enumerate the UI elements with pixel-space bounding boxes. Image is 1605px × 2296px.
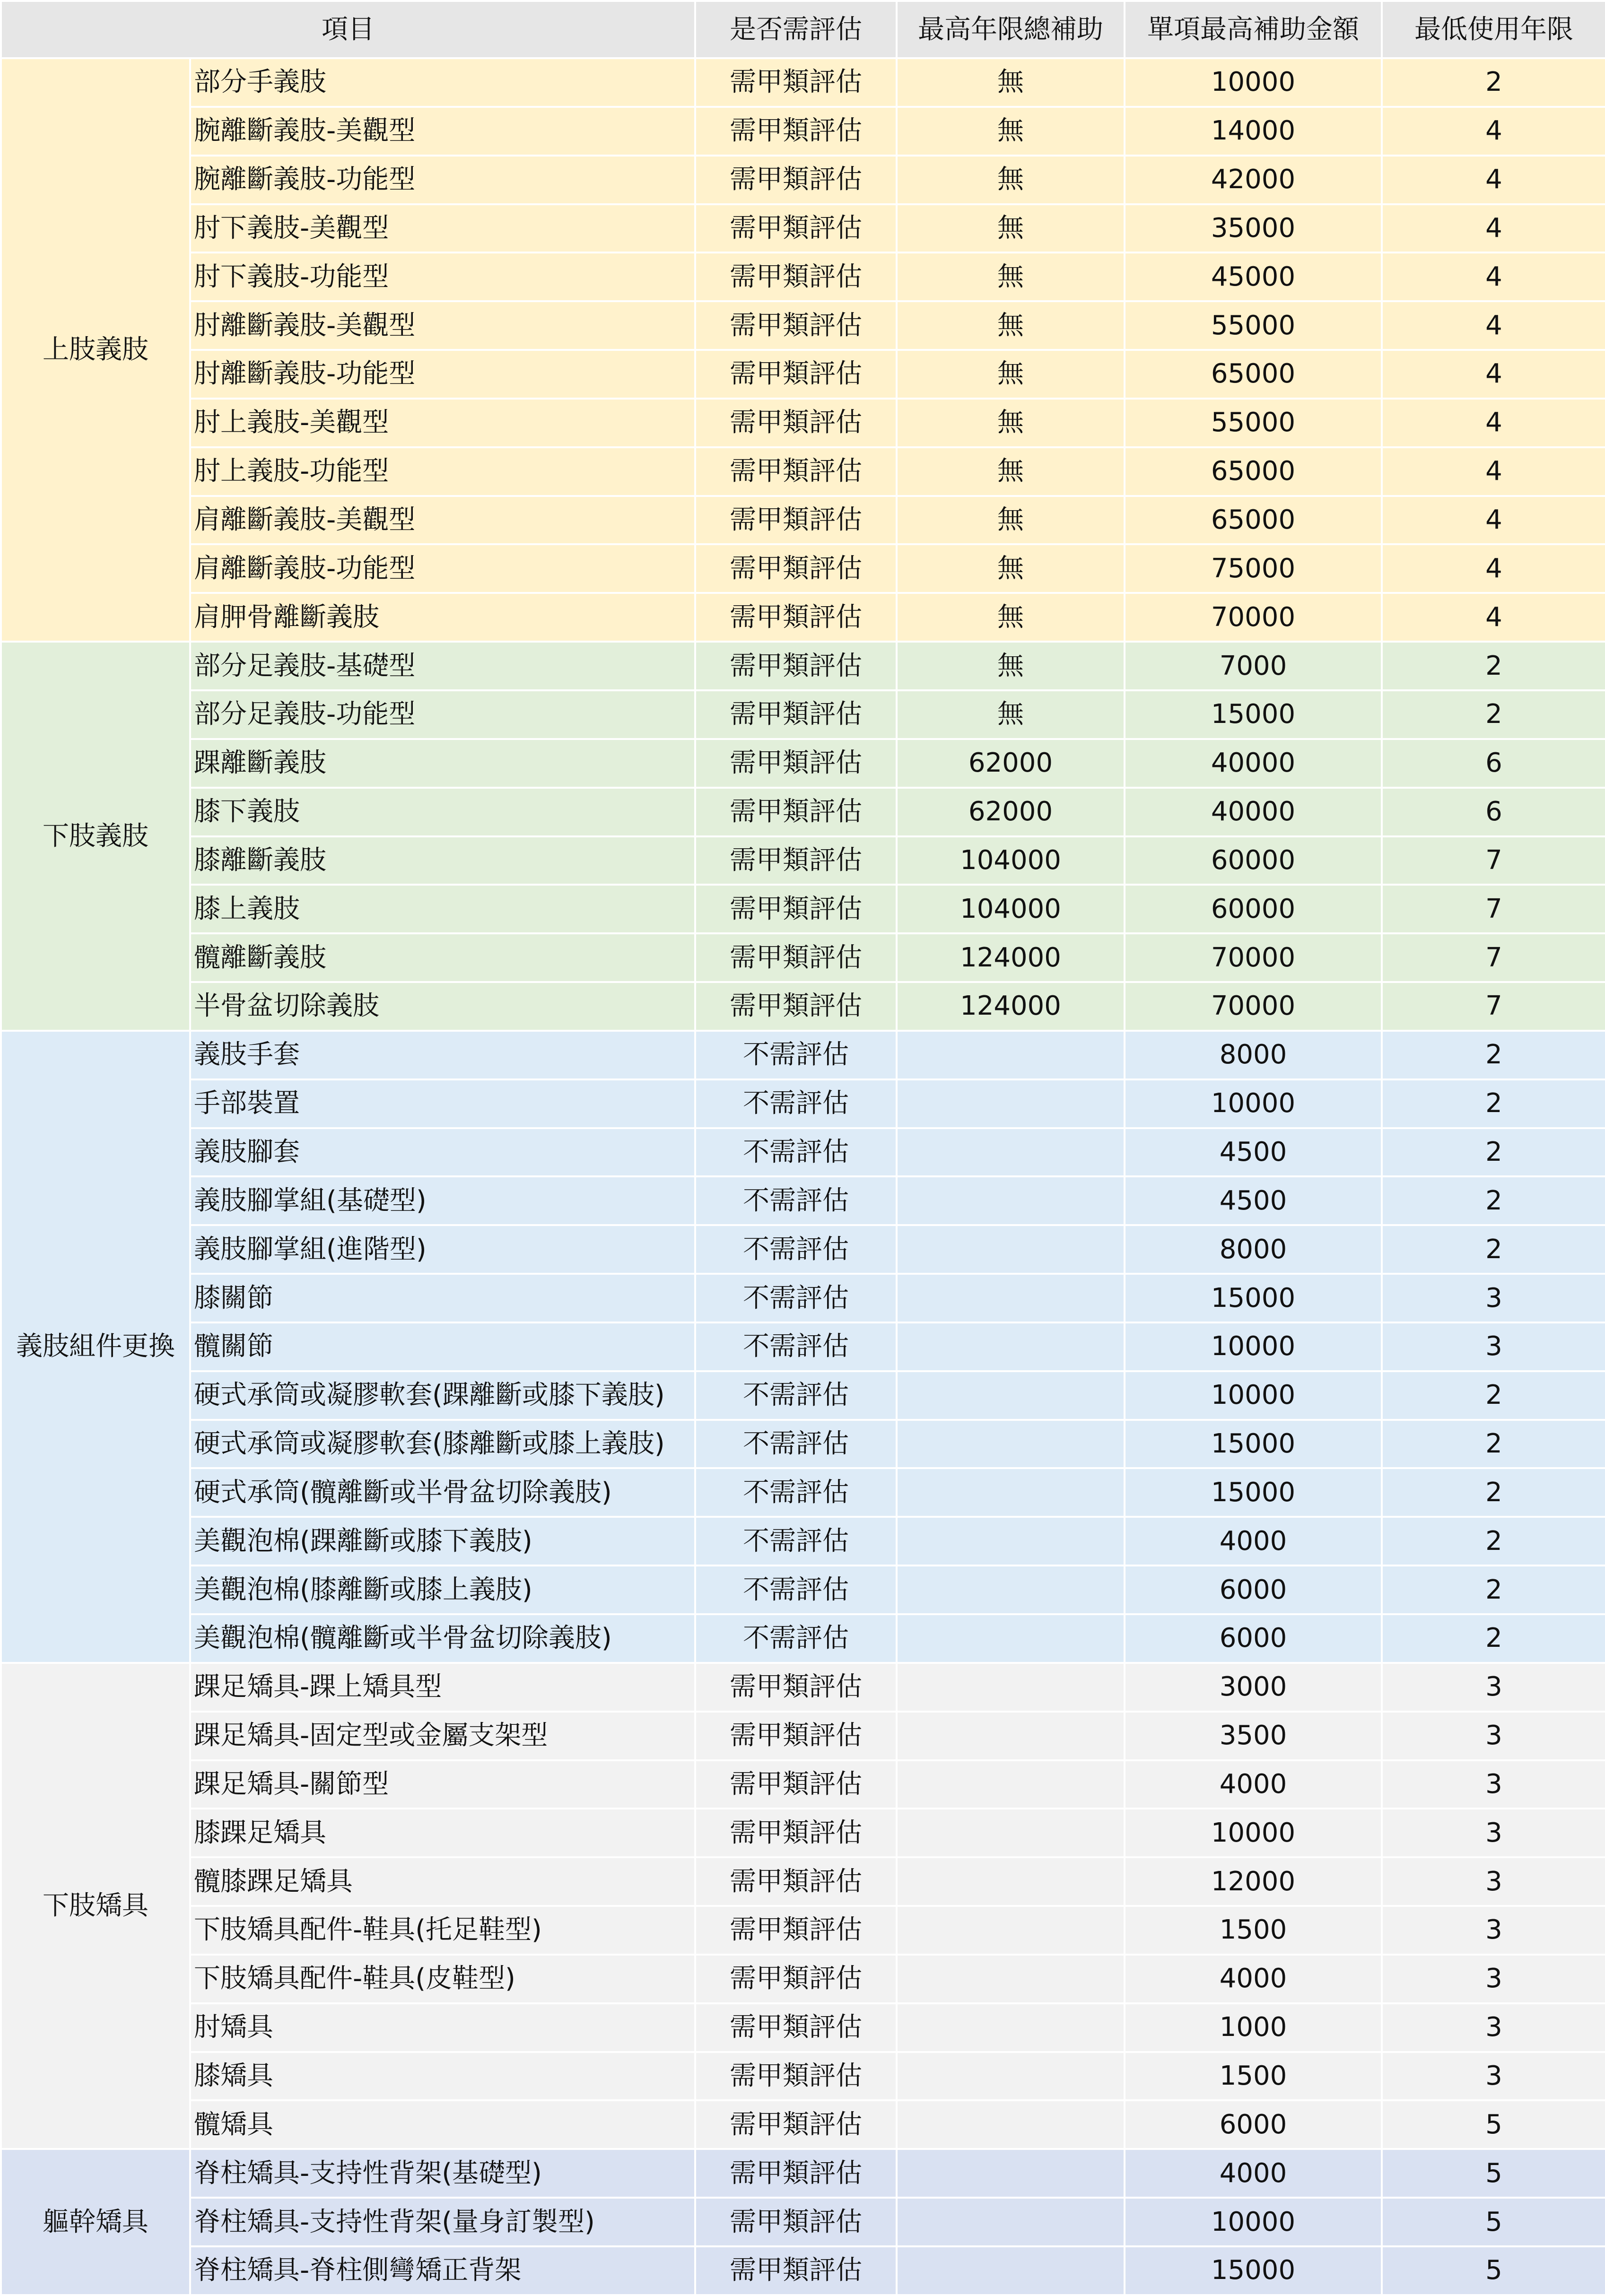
table-row: [1, 1955, 1605, 2003]
table-row: [1, 933, 1605, 982]
assessment-cell: 不需評估: [695, 1420, 897, 1469]
total-subsidy-cell: 無: [897, 447, 1125, 496]
category-cell: 上肢義肢: [1, 58, 190, 642]
max-amount-cell: 1500: [1125, 1906, 1382, 1955]
max-amount-cell: 8000: [1125, 1225, 1382, 1274]
max-amount-cell: 70000: [1125, 982, 1382, 1031]
item-cell: 部分手義肢: [190, 58, 695, 107]
total-subsidy-cell: [897, 1468, 1125, 1517]
total-subsidy-cell: [897, 1712, 1125, 1760]
table-row: [1, 690, 1605, 739]
header-assessment: 是否需評估: [695, 1, 897, 58]
table-row: [1, 204, 1605, 253]
item-cell: 髖膝踝足矯具: [190, 1857, 695, 1906]
total-subsidy-cell: [897, 2100, 1125, 2149]
max-amount-cell: 42000: [1125, 156, 1382, 204]
min-years-cell: 2: [1382, 1031, 1605, 1079]
assessment-cell: 需甲類評估: [695, 350, 897, 399]
table-row: [1, 1614, 1605, 1663]
item-cell: 硬式承筒或凝膠軟套(膝離斷或膝上義肢): [190, 1420, 695, 1469]
min-years-cell: 2: [1382, 1517, 1605, 1565]
max-amount-cell: 65000: [1125, 350, 1382, 399]
total-subsidy-cell: 無: [897, 107, 1125, 156]
assessment-cell: 需甲類評估: [695, 2198, 897, 2246]
min-years-cell: 2: [1382, 1614, 1605, 1663]
table-row: [1, 642, 1605, 690]
total-subsidy-cell: [897, 1420, 1125, 1469]
total-subsidy-cell: [897, 2198, 1125, 2246]
min-years-cell: 2: [1382, 1079, 1605, 1128]
total-subsidy-cell: [897, 1663, 1125, 1712]
item-cell: 肘上義肢-功能型: [190, 447, 695, 496]
table-row: [1, 885, 1605, 933]
table-row: [1, 2052, 1605, 2101]
total-subsidy-cell: [897, 2003, 1125, 2052]
total-subsidy-cell: 無: [897, 642, 1125, 690]
item-cell: 肘離斷義肢-功能型: [190, 350, 695, 399]
table-row: [1, 1128, 1605, 1177]
min-years-cell: 4: [1382, 496, 1605, 545]
max-amount-cell: 15000: [1125, 1420, 1382, 1469]
item-cell: 義肢腳掌組(進階型): [190, 1225, 695, 1274]
total-subsidy-cell: [897, 1079, 1125, 1128]
item-cell: 美觀泡棉(膝離斷或膝上義肢): [190, 1565, 695, 1614]
max-amount-cell: 40000: [1125, 788, 1382, 836]
total-subsidy-cell: 124000: [897, 933, 1125, 982]
item-cell: 脊柱矯具-支持性背架(基礎型): [190, 2149, 695, 2198]
max-amount-cell: 6000: [1125, 1614, 1382, 1663]
assessment-cell: 需甲類評估: [695, 885, 897, 933]
table-row: [1, 2198, 1605, 2246]
min-years-cell: 2: [1382, 642, 1605, 690]
max-amount-cell: 45000: [1125, 252, 1382, 301]
table-row: [1, 1809, 1605, 1857]
item-cell: 下肢矯具配件-鞋具(皮鞋型): [190, 1955, 695, 2003]
total-subsidy-cell: 無: [897, 204, 1125, 253]
total-subsidy-cell: [897, 1274, 1125, 1322]
header-row: [1, 1, 1605, 58]
category-cell: 下肢矯具: [1, 1663, 190, 2149]
total-subsidy-cell: 62000: [897, 739, 1125, 788]
min-years-cell: 3: [1382, 1809, 1605, 1857]
max-amount-cell: 8000: [1125, 1031, 1382, 1079]
assessment-cell: 需甲類評估: [695, 1809, 897, 1857]
assessment-cell: 不需評估: [695, 1079, 897, 1128]
min-years-cell: 2: [1382, 1225, 1605, 1274]
min-years-cell: 4: [1382, 301, 1605, 350]
table-row: [1, 1371, 1605, 1420]
item-cell: 膝踝足矯具: [190, 1809, 695, 1857]
max-amount-cell: 3500: [1125, 1712, 1382, 1760]
min-years-cell: 5: [1382, 2246, 1605, 2295]
item-cell: 肘矯具: [190, 2003, 695, 2052]
max-amount-cell: 4000: [1125, 2149, 1382, 2198]
total-subsidy-cell: [897, 1517, 1125, 1565]
max-amount-cell: 55000: [1125, 301, 1382, 350]
item-cell: 膝關節: [190, 1274, 695, 1322]
assessment-cell: 需甲類評估: [695, 836, 897, 885]
table-row: [1, 2149, 1605, 2198]
total-subsidy-cell: [897, 2149, 1125, 2198]
item-cell: 手部裝置: [190, 1079, 695, 1128]
min-years-cell: 3: [1382, 2003, 1605, 2052]
table-row: [1, 788, 1605, 836]
table-row: [1, 496, 1605, 545]
min-years-cell: 3: [1382, 1955, 1605, 2003]
max-amount-cell: 7000: [1125, 642, 1382, 690]
max-amount-cell: 15000: [1125, 1274, 1382, 1322]
total-subsidy-cell: [897, 1176, 1125, 1225]
min-years-cell: 2: [1382, 1565, 1605, 1614]
assessment-cell: 需甲類評估: [695, 1663, 897, 1712]
assessment-cell: 需甲類評估: [695, 2100, 897, 2149]
item-cell: 肘下義肢-美觀型: [190, 204, 695, 253]
item-cell: 脊柱矯具-支持性背架(量身訂製型): [190, 2198, 695, 2246]
min-years-cell: 4: [1382, 204, 1605, 253]
min-years-cell: 4: [1382, 156, 1605, 204]
assessment-cell: 不需評估: [695, 1371, 897, 1420]
item-cell: 肘下義肢-功能型: [190, 252, 695, 301]
item-cell: 踝足矯具-固定型或金屬支架型: [190, 1712, 695, 1760]
min-years-cell: 4: [1382, 593, 1605, 642]
table-row: [1, 1225, 1605, 1274]
table-row: [1, 1857, 1605, 1906]
item-cell: 義肢腳掌組(基礎型): [190, 1176, 695, 1225]
total-subsidy-cell: [897, 1031, 1125, 1079]
max-amount-cell: 55000: [1125, 399, 1382, 447]
assessment-cell: 需甲類評估: [695, 933, 897, 982]
header-total-subsidy: 最高年限總補助: [897, 1, 1125, 58]
item-cell: 半骨盆切除義肢: [190, 982, 695, 1031]
table-header: [1, 1, 1605, 58]
total-subsidy-cell: 無: [897, 544, 1125, 593]
header-min-years: 最低使用年限: [1382, 1, 1605, 58]
item-cell: 髖關節: [190, 1322, 695, 1371]
assessment-cell: 需甲類評估: [695, 593, 897, 642]
assessment-cell: 不需評估: [695, 1176, 897, 1225]
total-subsidy-cell: 124000: [897, 982, 1125, 1031]
total-subsidy-cell: 104000: [897, 885, 1125, 933]
table-row: [1, 836, 1605, 885]
item-cell: 美觀泡棉(踝離斷或膝下義肢): [190, 1517, 695, 1565]
assessment-cell: 不需評估: [695, 1468, 897, 1517]
table-row: [1, 982, 1605, 1031]
max-amount-cell: 15000: [1125, 690, 1382, 739]
item-cell: 踝離斷義肢: [190, 739, 695, 788]
table-row: [1, 252, 1605, 301]
assessment-cell: 需甲類評估: [695, 107, 897, 156]
table-row: [1, 58, 1605, 107]
table-row: [1, 1079, 1605, 1128]
max-amount-cell: 10000: [1125, 1079, 1382, 1128]
max-amount-cell: 40000: [1125, 739, 1382, 788]
item-cell: 踝足矯具-關節型: [190, 1760, 695, 1809]
table-row: [1, 1906, 1605, 1955]
total-subsidy-cell: [897, 1760, 1125, 1809]
table-row: [1, 2003, 1605, 2052]
assessment-cell: 需甲類評估: [695, 1712, 897, 1760]
item-cell: 美觀泡棉(髖離斷或半骨盆切除義肢): [190, 1614, 695, 1663]
item-cell: 腕離斷義肢-美觀型: [190, 107, 695, 156]
assessment-cell: 需甲類評估: [695, 252, 897, 301]
item-cell: 腕離斷義肢-功能型: [190, 156, 695, 204]
table-row: [1, 1760, 1605, 1809]
min-years-cell: 7: [1382, 982, 1605, 1031]
max-amount-cell: 1000: [1125, 2003, 1382, 2052]
assessment-cell: 需甲類評估: [695, 1955, 897, 2003]
total-subsidy-cell: 無: [897, 301, 1125, 350]
assessment-cell: 需甲類評估: [695, 2246, 897, 2295]
total-subsidy-cell: 無: [897, 399, 1125, 447]
max-amount-cell: 15000: [1125, 1468, 1382, 1517]
category-cell: 義肢組件更換: [1, 1031, 190, 1663]
max-amount-cell: 10000: [1125, 1809, 1382, 1857]
item-cell: 部分足義肢-基礎型: [190, 642, 695, 690]
min-years-cell: 7: [1382, 933, 1605, 982]
category-cell: 下肢義肢: [1, 642, 190, 1031]
total-subsidy-cell: 無: [897, 496, 1125, 545]
item-cell: 膝矯具: [190, 2052, 695, 2101]
assessment-cell: 需甲類評估: [695, 496, 897, 545]
total-subsidy-cell: [897, 1225, 1125, 1274]
item-cell: 膝下義肢: [190, 788, 695, 836]
max-amount-cell: 15000: [1125, 2246, 1382, 2295]
min-years-cell: 4: [1382, 447, 1605, 496]
min-years-cell: 4: [1382, 399, 1605, 447]
table-row: [1, 2246, 1605, 2295]
max-amount-cell: 10000: [1125, 58, 1382, 107]
item-cell: 脊柱矯具-脊柱側彎矯正背架: [190, 2246, 695, 2295]
assessment-cell: 需甲類評估: [695, 642, 897, 690]
total-subsidy-cell: 無: [897, 350, 1125, 399]
item-cell: 肩離斷義肢-美觀型: [190, 496, 695, 545]
max-amount-cell: 14000: [1125, 107, 1382, 156]
item-cell: 膝離斷義肢: [190, 836, 695, 885]
table-row: [1, 1420, 1605, 1469]
item-cell: 肩離斷義肢-功能型: [190, 544, 695, 593]
item-cell: 硬式承筒(髖離斷或半骨盆切除義肢): [190, 1468, 695, 1517]
min-years-cell: 4: [1382, 252, 1605, 301]
item-cell: 下肢矯具配件-鞋具(托足鞋型): [190, 1906, 695, 1955]
min-years-cell: 5: [1382, 2198, 1605, 2246]
min-years-cell: 3: [1382, 1322, 1605, 1371]
table-row: [1, 2100, 1605, 2149]
assessment-cell: 需甲類評估: [695, 739, 897, 788]
item-cell: 硬式承筒或凝膠軟套(踝離斷或膝下義肢): [190, 1371, 695, 1420]
assessment-cell: 需甲類評估: [695, 544, 897, 593]
total-subsidy-cell: 104000: [897, 836, 1125, 885]
item-cell: 肘離斷義肢-美觀型: [190, 301, 695, 350]
total-subsidy-cell: [897, 1128, 1125, 1177]
table-row: [1, 544, 1605, 593]
assessment-cell: 不需評估: [695, 1322, 897, 1371]
min-years-cell: 2: [1382, 1176, 1605, 1225]
assessment-cell: 需甲類評估: [695, 58, 897, 107]
min-years-cell: 3: [1382, 1857, 1605, 1906]
table-row: [1, 1712, 1605, 1760]
assessment-cell: 不需評估: [695, 1128, 897, 1177]
assessment-cell: 不需評估: [695, 1031, 897, 1079]
assessment-cell: 需甲類評估: [695, 2003, 897, 2052]
max-amount-cell: 4500: [1125, 1128, 1382, 1177]
table-row: [1, 447, 1605, 496]
table-row: [1, 1663, 1605, 1712]
max-amount-cell: 10000: [1125, 2198, 1382, 2246]
header-item: 項目: [1, 1, 695, 58]
item-cell: 踝足矯具-踝上矯具型: [190, 1663, 695, 1712]
total-subsidy-cell: 無: [897, 156, 1125, 204]
max-amount-cell: 1500: [1125, 2052, 1382, 2101]
total-subsidy-cell: [897, 1614, 1125, 1663]
total-subsidy-cell: 無: [897, 690, 1125, 739]
total-subsidy-cell: [897, 1565, 1125, 1614]
category-cell: 軀幹矯具: [1, 2149, 190, 2295]
max-amount-cell: 35000: [1125, 204, 1382, 253]
table-row: [1, 399, 1605, 447]
total-subsidy-cell: 無: [897, 58, 1125, 107]
min-years-cell: 2: [1382, 58, 1605, 107]
table-row: [1, 1322, 1605, 1371]
assessment-cell: 需甲類評估: [695, 301, 897, 350]
min-years-cell: 7: [1382, 885, 1605, 933]
assessment-cell: 需甲類評估: [695, 982, 897, 1031]
min-years-cell: 3: [1382, 1663, 1605, 1712]
table-row: [1, 1565, 1605, 1614]
item-cell: 髖矯具: [190, 2100, 695, 2149]
max-amount-cell: 3000: [1125, 1663, 1382, 1712]
assessment-cell: 需甲類評估: [695, 2149, 897, 2198]
item-cell: 髖離斷義肢: [190, 933, 695, 982]
assessment-cell: 不需評估: [695, 1614, 897, 1663]
min-years-cell: 2: [1382, 1468, 1605, 1517]
max-amount-cell: 6000: [1125, 2100, 1382, 2149]
item-cell: 肩胛骨離斷義肢: [190, 593, 695, 642]
assessment-cell: 需甲類評估: [695, 399, 897, 447]
total-subsidy-cell: [897, 1809, 1125, 1857]
total-subsidy-cell: [897, 1371, 1125, 1420]
assessment-cell: 需甲類評估: [695, 1906, 897, 1955]
min-years-cell: 3: [1382, 1712, 1605, 1760]
max-amount-cell: 60000: [1125, 885, 1382, 933]
assessment-cell: 不需評估: [695, 1225, 897, 1274]
min-years-cell: 5: [1382, 2149, 1605, 2198]
min-years-cell: 3: [1382, 1274, 1605, 1322]
item-cell: 部分足義肢-功能型: [190, 690, 695, 739]
max-amount-cell: 10000: [1125, 1322, 1382, 1371]
min-years-cell: 3: [1382, 2052, 1605, 2101]
min-years-cell: 5: [1382, 2100, 1605, 2149]
table-row: [1, 1274, 1605, 1322]
min-years-cell: 4: [1382, 350, 1605, 399]
table-row: [1, 1468, 1605, 1517]
assessment-cell: 不需評估: [695, 1517, 897, 1565]
header-max-amount: 單項最高補助金額: [1125, 1, 1382, 58]
max-amount-cell: 4500: [1125, 1176, 1382, 1225]
min-years-cell: 6: [1382, 739, 1605, 788]
min-years-cell: 2: [1382, 1128, 1605, 1177]
max-amount-cell: 4000: [1125, 1760, 1382, 1809]
min-years-cell: 6: [1382, 788, 1605, 836]
table-row: [1, 350, 1605, 399]
max-amount-cell: 70000: [1125, 593, 1382, 642]
total-subsidy-cell: [897, 1857, 1125, 1906]
min-years-cell: 4: [1382, 544, 1605, 593]
min-years-cell: 2: [1382, 1420, 1605, 1469]
assessment-cell: 需甲類評估: [695, 788, 897, 836]
min-years-cell: 3: [1382, 1906, 1605, 1955]
table-row: [1, 1517, 1605, 1565]
max-amount-cell: 12000: [1125, 1857, 1382, 1906]
table-row: [1, 1031, 1605, 1079]
min-years-cell: 7: [1382, 836, 1605, 885]
item-cell: 義肢腳套: [190, 1128, 695, 1177]
min-years-cell: 2: [1382, 690, 1605, 739]
assessment-cell: 需甲類評估: [695, 1760, 897, 1809]
table-body: [1, 58, 1605, 2295]
min-years-cell: 2: [1382, 1371, 1605, 1420]
min-years-cell: 3: [1382, 1760, 1605, 1809]
max-amount-cell: 70000: [1125, 933, 1382, 982]
min-years-cell: 4: [1382, 107, 1605, 156]
total-subsidy-cell: [897, 2052, 1125, 2101]
max-amount-cell: 65000: [1125, 447, 1382, 496]
item-cell: 膝上義肢: [190, 885, 695, 933]
assessment-cell: 不需評估: [695, 1565, 897, 1614]
max-amount-cell: 4000: [1125, 1517, 1382, 1565]
total-subsidy-cell: [897, 1322, 1125, 1371]
total-subsidy-cell: 62000: [897, 788, 1125, 836]
assessment-cell: 需甲類評估: [695, 447, 897, 496]
total-subsidy-cell: 無: [897, 593, 1125, 642]
assessment-cell: 需甲類評估: [695, 156, 897, 204]
table-row: [1, 107, 1605, 156]
table-row: [1, 156, 1605, 204]
assessment-cell: 需甲類評估: [695, 690, 897, 739]
assessment-cell: 需甲類評估: [695, 1857, 897, 1906]
item-cell: 義肢手套: [190, 1031, 695, 1079]
total-subsidy-cell: [897, 1906, 1125, 1955]
assessment-cell: 需甲類評估: [695, 2052, 897, 2101]
max-amount-cell: 75000: [1125, 544, 1382, 593]
table-row: [1, 739, 1605, 788]
max-amount-cell: 4000: [1125, 1955, 1382, 2003]
table-row: [1, 593, 1605, 642]
total-subsidy-cell: 無: [897, 252, 1125, 301]
assessment-cell: 需甲類評估: [695, 204, 897, 253]
max-amount-cell: 65000: [1125, 496, 1382, 545]
assessment-cell: 不需評估: [695, 1274, 897, 1322]
max-amount-cell: 10000: [1125, 1371, 1382, 1420]
total-subsidy-cell: [897, 2246, 1125, 2295]
max-amount-cell: 6000: [1125, 1565, 1382, 1614]
table-row: [1, 301, 1605, 350]
table-row: [1, 1176, 1605, 1225]
item-cell: 肘上義肢-美觀型: [190, 399, 695, 447]
max-amount-cell: 60000: [1125, 836, 1382, 885]
total-subsidy-cell: [897, 1955, 1125, 2003]
